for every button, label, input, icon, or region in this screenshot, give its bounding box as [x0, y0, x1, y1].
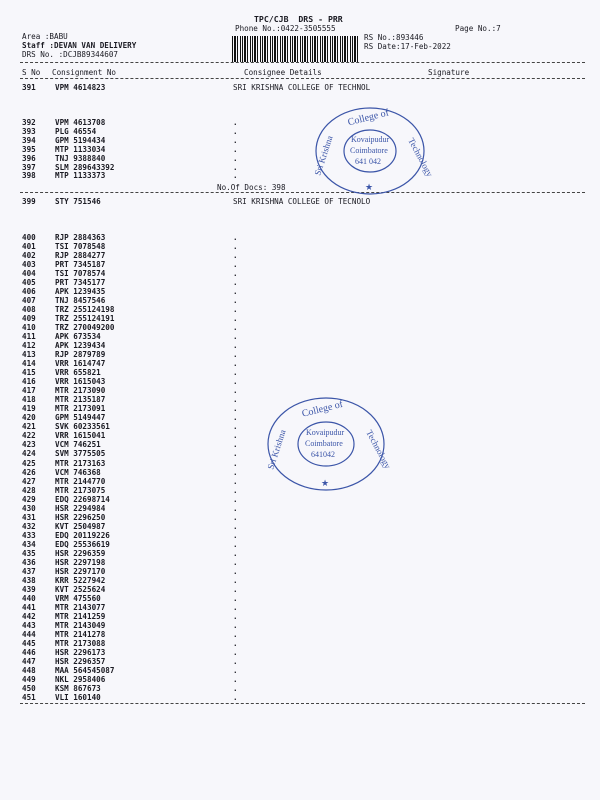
signature-dot: .	[233, 314, 238, 324]
seal-line1: Kovaipudur	[306, 428, 345, 437]
row-sno: 394	[22, 135, 36, 145]
row-sno: 404	[22, 269, 36, 279]
row-sno: 450	[22, 684, 36, 693]
signature-dot: .	[233, 144, 238, 154]
seal-ring-left: Sri Krishna	[265, 428, 288, 471]
signature-dot: .	[233, 431, 238, 441]
signature-dot: .	[233, 126, 238, 136]
signature-dot: .	[233, 638, 238, 648]
row-sno: 400	[22, 233, 36, 242]
table-row	[0, 505, 600, 514]
row-consignment: VPM 4614823	[55, 83, 106, 92]
row-sno: 393	[22, 126, 36, 136]
signature-dot: .	[233, 620, 238, 630]
docs-count: No.Of Docs: 398	[217, 183, 286, 192]
row-sno: 423	[22, 440, 36, 450]
signature-dot: .	[233, 332, 238, 342]
table-row	[0, 496, 600, 505]
row-sno: 449	[22, 674, 36, 684]
seal-line3: 641 042	[355, 157, 381, 166]
row-consignment: GPM 5149447	[55, 413, 106, 423]
row-sno: 420	[22, 413, 36, 423]
row-consignment: MTP 1133034	[55, 144, 106, 154]
table-row	[0, 523, 600, 532]
row-sno: 398	[22, 171, 36, 181]
signature-dot: .	[233, 368, 238, 378]
seal-ring-top: College of	[300, 398, 345, 420]
row-consignment: PRT 7345187	[55, 260, 106, 270]
divider	[20, 703, 585, 704]
table-row	[0, 155, 600, 164]
signature-dot: .	[233, 233, 238, 242]
row-consignment: VRM 475560	[55, 593, 101, 603]
row-consignment: STY 751546	[55, 197, 101, 206]
row-consignment: EDQ 22698714	[55, 494, 110, 504]
divider	[20, 62, 585, 63]
seal-line2: Coimbatore	[305, 439, 343, 448]
row-consignment: MTR 2143077	[55, 602, 106, 612]
signature-dot: .	[233, 467, 238, 477]
signature-dot: .	[233, 503, 238, 513]
row-consignment: HSR 2296173	[55, 647, 106, 657]
row-sno: 426	[22, 467, 36, 477]
row-sno: 430	[22, 503, 36, 513]
table-row	[0, 568, 600, 577]
table-row	[0, 514, 600, 523]
signature-dot: .	[233, 458, 238, 468]
row-sno: 451	[22, 693, 36, 703]
row-consignment: EDQ 20119226	[55, 530, 110, 540]
row-consignment: RJP 2884277	[55, 251, 106, 261]
signature-dot: .	[233, 449, 238, 459]
row-consignment: APK 673534	[55, 332, 101, 342]
row-consignment: KVT 2525624	[55, 584, 106, 594]
row-consignment: PRT 7345177	[55, 278, 106, 288]
row-sno: 435	[22, 548, 36, 558]
seal-ring-left: Sri Krishna	[312, 134, 335, 177]
signature-dot: .	[233, 395, 238, 405]
signature-dot: .	[233, 566, 238, 576]
signature-dot: .	[233, 386, 238, 396]
row-consignment: MTR 2173090	[55, 386, 106, 396]
row-sno: 419	[22, 404, 36, 414]
signature-dot: .	[233, 359, 238, 369]
signature-dot: .	[233, 171, 238, 181]
row-sno: 395	[22, 144, 36, 154]
signature-dot: .	[233, 323, 238, 333]
row-sno: 422	[22, 431, 36, 441]
row-sno: 434	[22, 539, 36, 549]
signature-dot: .	[233, 693, 238, 703]
row-sno: 424	[22, 449, 36, 459]
row-sno: 408	[22, 305, 36, 315]
signature-dot: .	[233, 494, 238, 504]
signature-dot: .	[233, 377, 238, 387]
signature-dot: .	[233, 404, 238, 414]
column-sno: S No	[22, 68, 41, 77]
signature-dot: .	[233, 575, 238, 585]
row-consignment: MTR 2143049	[55, 620, 106, 630]
row-sno: 436	[22, 557, 36, 567]
row-sno: 438	[22, 575, 36, 585]
signature-dot: .	[233, 118, 238, 127]
table-row	[0, 146, 600, 155]
signature-dot: .	[233, 665, 238, 675]
row-sno: 416	[22, 377, 36, 387]
row-sno: 429	[22, 494, 36, 504]
area-label: Area :BABU	[22, 32, 68, 41]
seal-ring-top: College of	[346, 107, 391, 129]
row-sno: 431	[22, 512, 36, 522]
row-consignment: VCM 746251	[55, 440, 101, 450]
row-consignment: PLG 46554	[55, 126, 97, 136]
staff-label: Staff :DEVAN VAN DELIVERY	[22, 41, 137, 50]
row-consignment: MTR 2141259	[55, 611, 106, 621]
signature-dot: .	[233, 476, 238, 486]
row-consignment: HSR 2294984	[55, 503, 106, 513]
seal-line2: Coimbatore	[350, 146, 388, 155]
row-sno: 444	[22, 629, 36, 639]
signature-dot: .	[233, 296, 238, 306]
row-sno: 401	[22, 242, 36, 252]
row-consignment: KRR 5227942	[55, 575, 106, 585]
row-sno: 441	[22, 602, 36, 612]
signature-dot: .	[233, 162, 238, 172]
row-consignment: APK 1239434	[55, 341, 106, 351]
seal-ring-right: Technology	[364, 428, 393, 471]
row-sno: 403	[22, 260, 36, 270]
row-sno: 442	[22, 611, 36, 621]
signature-dot: .	[233, 611, 238, 621]
college-seal-stamp-2	[265, 396, 393, 492]
row-sno: 409	[22, 314, 36, 324]
row-consignee: SRI KRISHNA COLLEGE OF TECHNOL	[233, 83, 371, 92]
table-row	[0, 577, 600, 586]
row-consignment: VCM 746368	[55, 467, 101, 477]
star-icon: ★	[321, 478, 330, 488]
table-row	[0, 559, 600, 568]
table-row	[0, 694, 600, 703]
seal-line3: 641042	[311, 450, 335, 459]
row-sno: 432	[22, 521, 36, 531]
row-sno: 392	[22, 118, 36, 127]
signature-dot: .	[233, 350, 238, 360]
college-seal-stamp	[312, 106, 435, 196]
signature-dot: .	[233, 135, 238, 145]
signature-dot: .	[233, 674, 238, 684]
row-consignment: MTR 2173163	[55, 458, 106, 468]
signature-dot: .	[233, 512, 238, 522]
signature-dot: .	[233, 422, 238, 432]
row-sno: 396	[22, 153, 36, 163]
row-consignee: SRI KRISHNA COLLEGE OF TECNOLO	[233, 197, 371, 206]
table-row	[0, 172, 600, 181]
row-consignment: TRZ 270049200	[55, 323, 115, 333]
signature-dot: .	[233, 557, 238, 567]
row-consignment: TNJ 8457546	[55, 296, 106, 306]
signature-dot: .	[233, 485, 238, 495]
column-consignment: Consignment No	[52, 68, 117, 77]
signature-dot: .	[233, 260, 238, 270]
signature-dot: .	[233, 647, 238, 657]
row-sno: 437	[22, 566, 36, 576]
column-consignee: Consignee Details	[244, 68, 322, 77]
row-consignment: RJP 2879789	[55, 350, 106, 360]
table-row-group-head	[0, 84, 600, 93]
row-consignment: VRR 1614747	[55, 359, 106, 369]
row-consignment: TRZ 255124198	[55, 305, 115, 315]
row-consignment: MTR 2173088	[55, 638, 106, 648]
row-sno: 397	[22, 162, 36, 172]
page-number: Page No.:7	[455, 24, 501, 33]
signature-dot: .	[233, 656, 238, 666]
signature-dot: .	[233, 539, 238, 549]
table-row	[0, 541, 600, 550]
signature-dot: .	[233, 278, 238, 288]
row-consignment: VLI 160140	[55, 693, 101, 703]
row-consignment: HSR 2297170	[55, 566, 106, 576]
star-icon: ★	[365, 182, 374, 192]
rs-date: RS Date:17-Feb-2022	[364, 42, 451, 51]
row-consignment: VPM 4613708	[55, 118, 106, 127]
row-sno: 411	[22, 332, 36, 342]
table-row	[0, 550, 600, 559]
row-consignment: KSM 867673	[55, 684, 101, 693]
row-sno: 439	[22, 584, 36, 594]
row-consignment: MTR 2141278	[55, 629, 106, 639]
barcode	[232, 36, 358, 62]
row-sno: 443	[22, 620, 36, 630]
row-sno: 402	[22, 251, 36, 261]
signature-dot: .	[233, 305, 238, 315]
row-sno: 391	[22, 83, 36, 92]
row-sno: 440	[22, 593, 36, 603]
divider	[20, 192, 585, 193]
row-consignment: SVM 3775505	[55, 449, 106, 459]
row-sno: 418	[22, 395, 36, 405]
signature-dot: .	[233, 521, 238, 531]
signature-dot: .	[233, 287, 238, 297]
phone-number: Phone No.:0422-3505555	[235, 24, 336, 33]
row-consignment: VRR 1615041	[55, 431, 106, 441]
divider	[20, 78, 585, 79]
row-sno: 427	[22, 476, 36, 486]
signature-dot: .	[233, 593, 238, 603]
row-sno: 447	[22, 656, 36, 666]
signature-dot: .	[233, 440, 238, 450]
row-consignment: MTR 2135187	[55, 395, 106, 405]
row-sno: 407	[22, 296, 36, 306]
row-consignment: MTR 2173075	[55, 485, 106, 495]
row-consignment: RJP 2884363	[55, 233, 106, 242]
row-sno: 412	[22, 341, 36, 351]
row-sno: 406	[22, 287, 36, 297]
row-consignment: TRZ 255124191	[55, 314, 115, 324]
row-sno: 433	[22, 530, 36, 540]
row-consignment: TSI 7078574	[55, 269, 106, 279]
seal-ring-right: Technology	[406, 136, 435, 179]
signature-dot: .	[233, 242, 238, 252]
signature-dot: .	[233, 684, 238, 693]
row-sno: 414	[22, 359, 36, 369]
row-consignment: SLM 289643392	[55, 162, 115, 172]
report-title: TPC/CJB DRS - PRR	[254, 14, 343, 24]
row-sno: 417	[22, 386, 36, 396]
row-consignment: EDQ 25536619	[55, 539, 110, 549]
table-row	[0, 586, 600, 595]
row-sno: 446	[22, 647, 36, 657]
row-sno: 448	[22, 665, 36, 675]
row-consignment: KVT 2504987	[55, 521, 106, 531]
row-consignment: GPM 5194434	[55, 135, 106, 145]
row-sno: 425	[22, 458, 36, 468]
row-consignment: MAA 564545087	[55, 665, 115, 675]
table-row-group-head	[0, 198, 600, 207]
signature-dot: .	[233, 584, 238, 594]
row-sno: 421	[22, 422, 36, 432]
row-consignment: SVK 60233561	[55, 422, 110, 432]
seal-line1: Kovaipudur	[351, 135, 390, 144]
row-consignment: MTP 1133373	[55, 171, 106, 181]
column-signature: Signature	[428, 68, 470, 77]
row-consignment: HSR 2296250	[55, 512, 106, 522]
row-consignment: APK 1239435	[55, 287, 106, 297]
row-consignment: MTR 2173091	[55, 404, 106, 414]
signature-dot: .	[233, 269, 238, 279]
row-consignment: MTR 2144770	[55, 476, 106, 486]
row-consignment: HSR 2296357	[55, 656, 106, 666]
row-sno: 413	[22, 350, 36, 360]
row-sno: 428	[22, 485, 36, 495]
signature-dot: .	[233, 341, 238, 351]
signature-dot: .	[233, 153, 238, 163]
row-consignment: VRR 655821	[55, 368, 101, 378]
row-sno: 410	[22, 323, 36, 333]
row-consignment: TSI 7078548	[55, 242, 106, 252]
row-sno: 445	[22, 638, 36, 648]
row-sno: 415	[22, 368, 36, 378]
row-sno: 399	[22, 197, 36, 206]
row-consignment: TNJ 9388840	[55, 153, 106, 163]
signature-dot: .	[233, 530, 238, 540]
row-consignment: NKL 2958406	[55, 674, 106, 684]
table-row	[0, 532, 600, 541]
drs-number: DRS No. :DCJB89344607	[22, 50, 119, 59]
signature-dot: .	[233, 548, 238, 558]
signature-dot: .	[233, 629, 238, 639]
signature-dot: .	[233, 251, 238, 261]
row-sno: 405	[22, 278, 36, 288]
signature-dot: .	[233, 602, 238, 612]
row-consignment: HSR 2297198	[55, 557, 106, 567]
row-consignment: VRR 1615043	[55, 377, 106, 387]
signature-dot: .	[233, 413, 238, 423]
row-consignment: HSR 2296359	[55, 548, 106, 558]
rs-number: RS No.:893446	[364, 33, 424, 42]
